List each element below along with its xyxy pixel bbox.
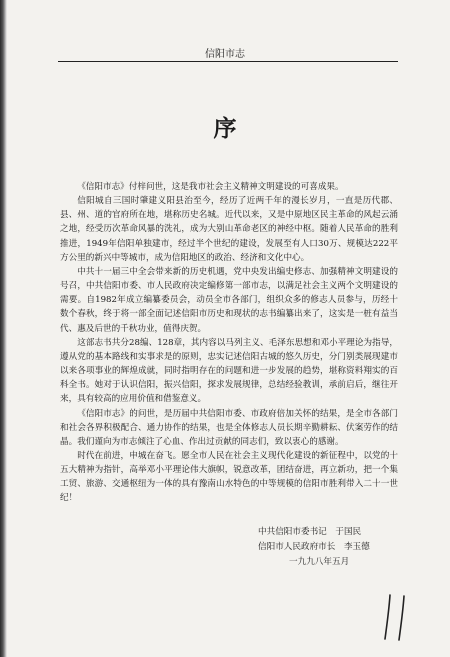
- paragraph: 《信阳市志》付梓问世，这是我市社会主义精神文明建设的可喜成果。: [77, 182, 344, 192]
- preface-body: [60, 180, 398, 506]
- running-header-title: 信阳市志: [205, 49, 245, 60]
- header-rule: [58, 61, 398, 62]
- signature-mayor: 信阳市人民政府市长 李玉德: [258, 542, 370, 552]
- signature-party-secretary: 中共信阳市委书记 于国民: [258, 527, 362, 537]
- paragraph: 信阳城自三国时肇建义阳县治至今，经历了近两千年的漫长岁月，一直是历代郡、县、州、道的官府所在地，堪称历史名城。近代以来，又是中原地区民主革命的风起云涌之地，经受历次革命风暴的洗礼，成为大别山革命老区的神经中枢。随着人民革命的胜利推进，1949年信阳单独建市，经过半个世纪的建设，发展至有人口30万、规模达222平方公里的新兴中等城市，成为信阳地区的政治、经济和文化中心。: [60, 196, 398, 263]
- signature-block: [258, 525, 408, 570]
- paragraph: 《信阳市志》的问世，是历届中共信阳市委、市政府倍加关怀的结果，是全市各部门和社会各界积极配合、通力协作的结果，也是全体修志人员长期辛勤耕耘、伏案劳作的结晶。我们谨向为市志倾注了心血、作出过贡献的同志们，致以衷心的感谢。: [60, 408, 398, 447]
- paragraph: 中共十一届三中全会带来新的历史机遇，党中央发出编史修志、加强精神文明建设的号召，中共信阳市委、市人民政府决定编修第一部市志，以满足社会主义两个文明建设的需要。自1982年成立编纂委员会，动员全市各部门，组织众多的修志人员参与，历经十数个春秋，终于将一部全面记述信阳市历史和现状的志书编纂出来了，这实是一桩有益当代、惠及后世的千秋功业，值得庆贺。: [60, 266, 398, 334]
- handwritten-page-mark: [381, 592, 411, 642]
- paragraph: 时代在前进，申城在奋飞。愿全市人民在社会主义现代化建设的新征程中，以党的十五大精神为指针，高举邓小平理论伟大旗帜，锐意改革，团结奋进，再立新功，把一个集工贸、旅游、交通枢纽为一体的具有豫南山水特色的中等规模的信阳市胜利带入二十一世纪！: [60, 450, 398, 504]
- preface-title: 序: [213, 115, 237, 142]
- signature-date: 一九九八年五月: [289, 557, 350, 567]
- paragraph: 这部志书共分28编、128章，其内容以马列主义、毛泽东思想和邓小平理论为指导，遵从党的基本路线和实事求是的原则，忠实记述信阳古城的悠久历史，分门别类展现建市以来各项事业的辉煌成就，同时指明存在的问题和进一步发展的趋势，堪称资料翔实的百科全书。她对于认识信阳，振兴信阳，探求发展规律，总结经验教训，承前启后，继往开来，具有较高的应用价值和借鉴意义。: [60, 337, 398, 405]
- scan-edge-shadow: [0, 0, 7, 657]
